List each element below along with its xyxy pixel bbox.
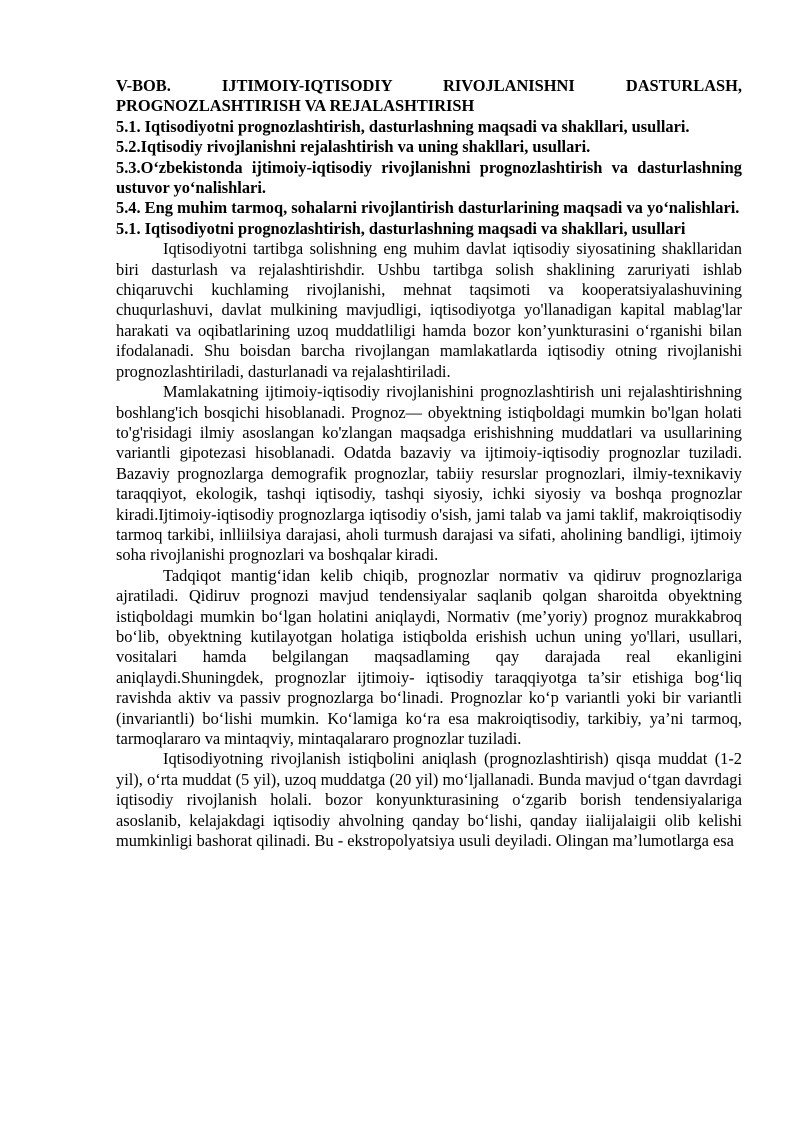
section-heading-5-1: 5.1. Iqtisodiyotni prognozlashtirish, dasturlashning maqsadi va shakllari, usullari. — [116, 116, 690, 136]
body-paragraph-2: Mamlakatning ijtimoiy-iqtisodiy rivojlanishini prognozlashtirish uni rejalashtirishning boshlang'ich bosqichi hisoblanadi. Prognoz— obyektning istiqboldagi mumkin bo'lgan holati to'g'risidagi ilmiy asoslangan ko'zlangan maqsadga erishishning muddatlari va usullarining variantli gipotezasi hisoblanadi. Odatda bazaviy va ijtimoiy-iqtisodiy prognozlar tuziladi. Bazaviy prognozlarga demografik prognozlar, tabiiy resurslar prognozlari, ilmiy-texnikaviy taraqqiyot, ekologik, tashqi iqtisodiy, tashqi siyosiy, ichki siyosiy va boshqa prognozlar kiradi.Ijtimoiy-iqtisodiy prognozlarga iqtisodiy o'sish, jami talab va jami taklif, makroiqtisodiy tarmoq tarkibi, inlliilsiya darajasi, aholi turmush darajasi va sifati, aholining bandligi, ijtimoiy soha rivojlanishi prognozlari va boshqalar kiradi. — [116, 382, 742, 565]
chapter-title: V-BOB. IJTIMOIY-IQTISODIY RIVOJLANISHNI DASTURLASH, PROGNOZLASHTIRISH VA REJALASHTIRISH — [116, 76, 742, 116]
body-paragraph-4: Iqtisodiyotning rivojlanish istiqbolini aniqlash (prognozlashtirish) qisqa muddat (1-2 yil), o‘rta muddat (5 yil), uzoq muddatga (20 yil) mo‘ljallanadi. Bunda mavjud o‘tgan davrdagi iqtisodiy rivojlanish holali. bozor konyunkturasining o‘zgarib borish tendensiyalariga asoslanib, kelajakdagi iqtisodiy ahvolning qanday bo‘lishi, qanday iialijalaigii olib kelishi mumkinligi bashorat qilinadi. Bu - ekstropolyatsiya usuli deyiladi. Olingan ma’lumotlarga esa — [116, 749, 742, 851]
body-paragraph-1: Iqtisodiyotni tartibga solishning eng muhim davlat iqtisodiy siyosatining shakllaridan biri dasturlash va rejalashtirishdir. Ushbu tartibga solish shaklining zaruriyati ishlab chiqaruvchi kuchlaming rivojlanishi, mehnat taqsimoti va kooperatsiyalashuvining chuqurlashuvi, davlat mulkining mavjudligi, iqtisodiyotga yo'llanadigan kapital mablag'lar harakati va oqibatlarining uzoq muddatliligi hamda bozor kon’yunkturasini o‘rganishi bilan ifodalanadi. Shu boisdan barcha rivojlangan mamlakatlarda iqtisodiy otning rivojlanishi prognozlashtiriladi, dasturlanadi va rejalashtiriladi. — [116, 239, 742, 381]
document-page — [116, 76, 742, 851]
section-heading-5-2: 5.2.Iqtisodiy rivojlanishni rejalashtirish va uning shakllari, usullari. — [116, 137, 591, 157]
section-heading-5-4: 5.4. Eng muhim tarmoq, sohalarni rivojlantirish dasturlarining maqsadi va yo‘nalishlari. — [116, 198, 740, 218]
section-heading-5-3: 5.3.O‘zbekistonda ijtimoiy-iqtisodiy rivojlanishni prognozlashtirish va dasturlashning ustuvor yo‘nalishlari. — [116, 157, 742, 198]
section-heading-5-1-body: 5.1. Iqtisodiyotni prognozlashtirish, dasturlashning maqsadi va shakllari, usullari — [116, 218, 686, 238]
body-paragraph-3: Tadqiqot mantig‘idan kelib chiqib, prognozlar normativ va qidiruv prognozlariga ajratiladi. Qidiruv prognozi mavjud tendensiyalar saqlanib qolgan sharoitda obyektning istiqboldagi mumkin bo‘lgan holatini aniqlaydi, Normativ (me’yoriy) prognoz murakkabroq bo‘lib, obyektning kutilayotgan holatiga istiqbolda erishish uchun uning yo'llari, usullari, vositalari hamda belgilangan maqsadlaming qay darajada real ekanligini aniqlaydi.Shuningdek, prognozlar ijtimoiy- iqtisodiy taraqqiyotga ta’sir etishiga bog‘liq ravishda aktiv va passiv prognozlarga bo‘linadi. Prognozlar ko‘p variantli yoki bir variantli (invariantli) bo‘lishi mumkin. Ko‘lamiga ko‘ra esa makroiqtisodiy, tarkibiy, ya’ni tarmoq, tarmoqlararo va mintaqviy, mintaqalararo prognozlar tuziladi. — [116, 565, 742, 748]
